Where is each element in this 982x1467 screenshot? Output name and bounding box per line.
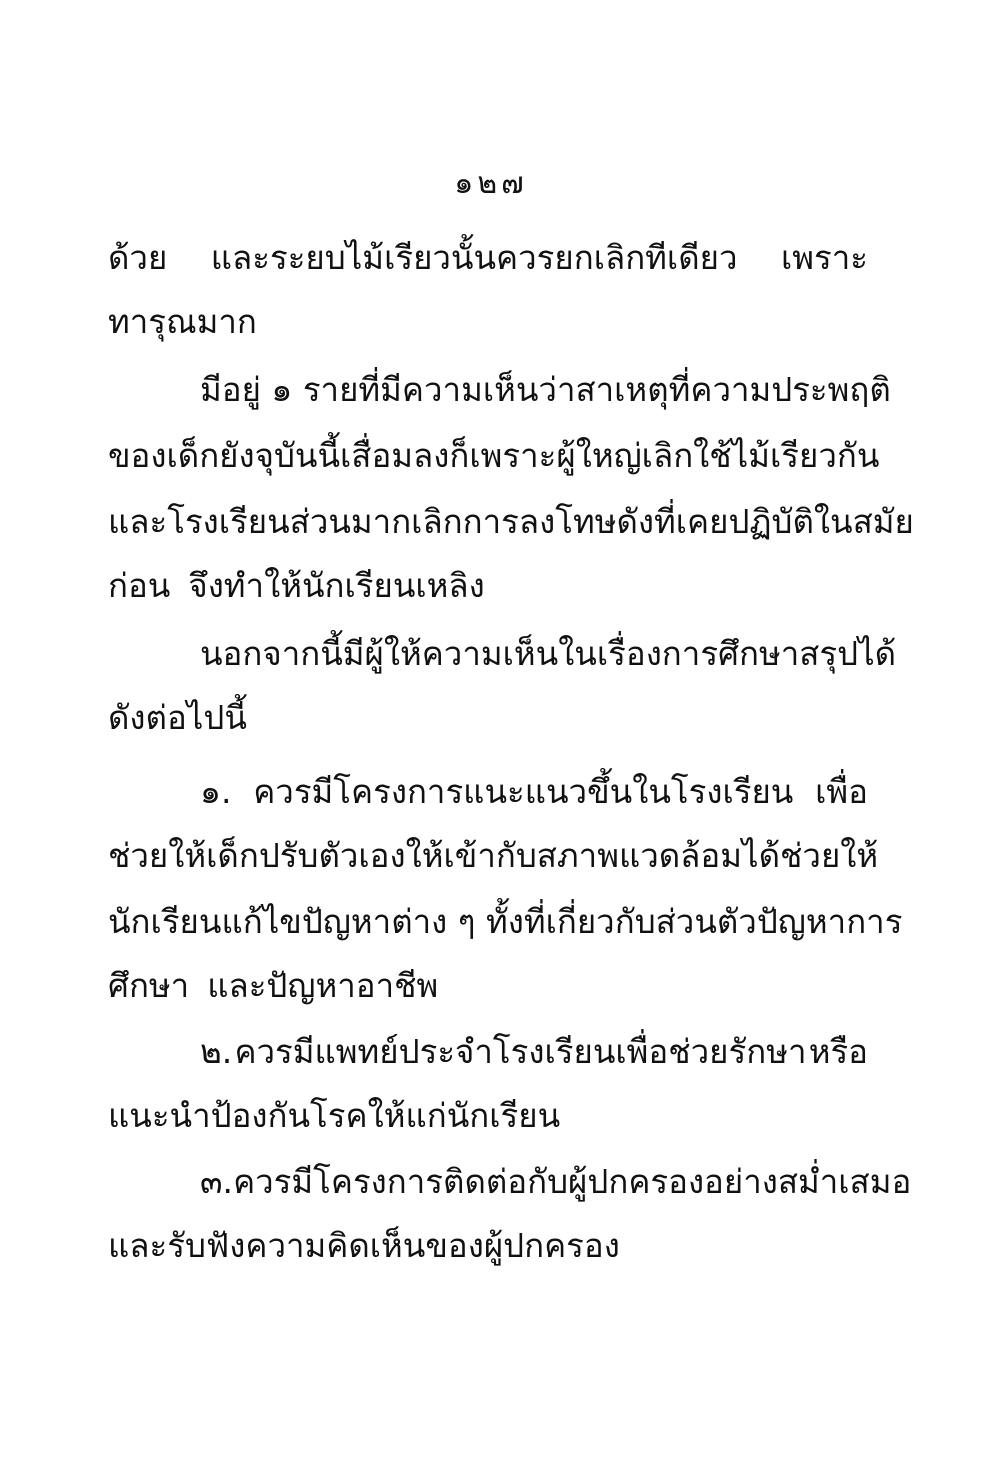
text-segment: ช่วยให้ <box>780 836 879 875</box>
text-line-14: แนะนำป้องกันโรคให้แก่นักเรียน <box>108 1096 561 1135</box>
text-segment: ช่วยให้เด็กปรับตัวเองให้เข้ากับสภาพแวดล้อมได้ <box>108 836 781 875</box>
text-line-7 <box>200 634 897 674</box>
text-segment: ด้วย <box>108 238 168 277</box>
page-number: ๑๒๗ <box>454 166 528 201</box>
text-segment: และระยบไม้เรียวนั้นควรยกเลิกทีเดียว <box>210 238 738 277</box>
text-segment: นักเรียนแก้ไขปัญหาต่าง ๆ ทั้งที่เกี่ยวกับส่วนตัว <box>108 902 757 941</box>
text-segment: ก็เพราะผู้ใหญ่เลิกใช้ไม้เรียวกัน <box>449 436 880 475</box>
text-line-15 <box>200 1162 912 1202</box>
text-segment: เพื่อ <box>815 772 868 811</box>
text-segment: หรือ <box>808 1032 868 1071</box>
text-line-11 <box>108 902 903 942</box>
text-line-6 <box>108 566 868 606</box>
text-segment: ก่อน <box>108 566 171 605</box>
text-line-16: และรับฟังความคิดเห็นของผู้ปกครอง <box>108 1226 620 1265</box>
text-segment: และปัญหาอาชีพ <box>207 966 439 1005</box>
text-segment: ปัญหาการ <box>756 902 903 941</box>
text-line-10 <box>108 836 879 876</box>
text-segment: ควรมีโครงการติดต่อกับผู้ปกครองอย่างสม่ำเสมอ <box>233 1162 912 1201</box>
text-segment: สาเหตุที่ความประพฤติ <box>575 370 891 409</box>
text-line-13 <box>200 1032 868 1072</box>
text-segment: ของเด็กยังจุบันนี้เสื่อมลง <box>108 436 450 475</box>
text-line-8: ดังต่อไปนี้ <box>108 698 247 737</box>
text-segment: จึงทำให้นักเรียนเหลิง <box>188 566 485 605</box>
text-segment: เพราะ <box>780 238 868 277</box>
text-line-4 <box>108 436 880 476</box>
text-segment: มีอยู่ ๑ รายที่มีความเห็นว่า <box>200 370 576 409</box>
text-line-5: และโรงเรียนส่วนมากเลิกการลงโทษดังที่เคยปฏิบัติในสมัย <box>108 502 914 541</box>
text-line-12 <box>108 966 868 1006</box>
list-item-number: ๒. <box>200 1032 233 1071</box>
list-item-number: ๑. <box>200 772 232 811</box>
text-line-2: ทารุณมาก <box>108 302 257 341</box>
text-segment: ควรมีแพทย์ประจำโรงเรียนเพื่อช่วยรักษา <box>234 1032 807 1071</box>
list-item-number: ๓. <box>200 1162 234 1201</box>
text-line-3 <box>200 370 891 410</box>
text-segment: ศึกษา <box>108 966 190 1005</box>
text-segment: ควรมีโครงการแนะแนวขึ้นในโรงเรียน <box>253 772 794 811</box>
text-segment: สรุปได้ <box>799 634 897 673</box>
text-line-9 <box>200 772 868 812</box>
text-segment: นอกจากนี้มีผู้ให้ความเห็นในเรื่องการศึกษา <box>200 634 800 673</box>
text-line-1 <box>108 238 868 278</box>
